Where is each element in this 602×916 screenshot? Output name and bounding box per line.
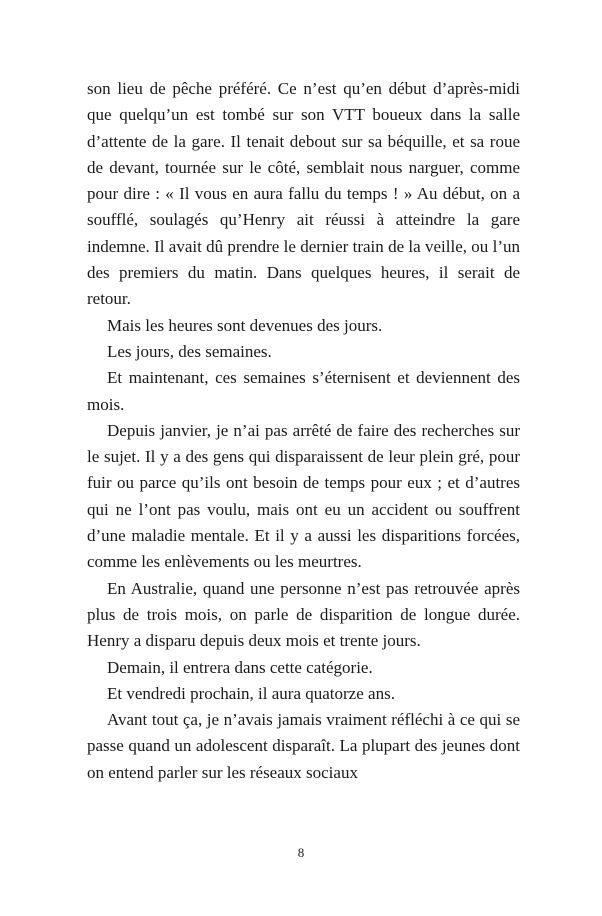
paragraph-8: Et vendredi prochain, il aura quatorze ans.	[107, 683, 395, 703]
paragraph-1: son lieu de pêche préféré. Ce n’est qu’en début d’après-midi que quelqu’un est tombé sur son VTT boueux dans la salle d’attente de la gare. Il tenait debout sur sa béquille, et sa roue de devant, tournée sur le côté, semblait nous narguer, comme pour dire : « Il vous en aura fallu du temps ! » Au début, on a soufflé, soulagés qu’Henry ait réussi à atteindre la gare indemne. Il avait dû prendre le dernier train de la veille, ou l’un des premiers du matin. Dans quelques heures, il serait de retour.	[87, 79, 520, 309]
body-text	[87, 76, 520, 786]
paragraph-7: Demain, il entrera dans cette catégorie.	[107, 657, 373, 677]
paragraph-4: Et maintenant, ces semaines s’éternisent et deviennent des mois.	[87, 368, 520, 414]
paragraph-6: En Australie, quand une personne n’est pas retrouvée après plus de trois mois, on parle de disparition de longue durée. Henry a disparu depuis deux mois et trente jours.	[87, 578, 520, 651]
paragraph-2: Mais les heures sont devenues des jours.	[107, 315, 383, 335]
page-number: 8	[297, 845, 305, 860]
paragraph-3: Les jours, des semaines.	[107, 341, 272, 361]
paragraph-9: Avant tout ça, je n’avais jamais vraiment réfléchi à ce qui se passe quand un adolescent disparaît. La plupart des jeunes dont on entend parler sur les réseaux sociaux	[87, 710, 520, 782]
paragraph-5: Depuis janvier, je n’ai pas arrêté de faire des recherches sur le sujet. Il y a des gens qui disparaissent de leur plein gré, pour fuir ou parce qu’ils ont besoin de temps pour eux ; et d’autres qui ne l’ont pas voulu, mais ont eu un accident ou souffrent d’une maladie mentale. Et il y a aussi les disparitions forcées, comme les enlèvements ou les meurtres.	[87, 420, 520, 572]
